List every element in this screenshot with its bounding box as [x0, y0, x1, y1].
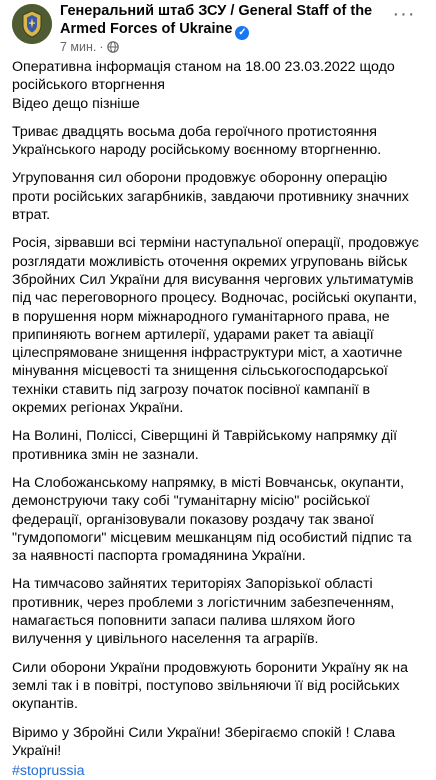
verified-badge-icon: ✓ — [235, 26, 249, 40]
meta-separator: · — [99, 40, 104, 54]
post-timestamp[interactable]: 7 мин. — [60, 40, 97, 54]
post-meta — [60, 39, 119, 57]
post-paragraph: Росія, зірвавши всі терміни наступальної операції, продовжує розглядати можливість оточення окремих угруповань військ Збройних Сил України для висування чергових ультиматумів під час переговорного процесу. Водночас, російські окупанти, в порушення норм міжнародного гуманітарного права, не припиняють вогнем артилерії, ударами ракет та авіації цілеспрямоване знищення інфраструктури міст, а хаотичне мінування місцевості та знищення сільськогосподарської техніки ставить під загрозу початок посівної кампанії в окремих регіонах України. — [12, 235, 419, 417]
post-paragraph: Сили оборони України продовжують боронити Україну як на землі так і в повітрі, поступово звільняючи її від російських окупантів. — [12, 659, 408, 713]
post-paragraph: На тимчасово зайнятих територіях Запорізької області противник, через проблеми з логістичним забезпеченням, намагається поповнити запаси палива шляхом його вилучення у цивільного населення та аграріїв. — [12, 576, 395, 648]
post-paragraph: На Слобожанському напрямку, в місті Вовчанськ, окупанти, демонструючи таку собі "гуманітарну місію" російської федерації, організовували показову роздачу так званої "гумдопомоги" місцевим мешканцям під особистий підпис та за наявності паспорта громадянина України. — [12, 474, 412, 565]
general-staff-emblem-icon — [12, 4, 52, 44]
post-paragraph: На Волині, Поліссі, Сіверщині й Таврійському напрямку дії противника змін не зазнали. — [12, 428, 398, 463]
post-paragraph: Триває двадцять восьма доба героїчного протистояння Українського народу російському воєнному вторгненню. — [12, 123, 382, 159]
post-body — [12, 58, 424, 780]
post-paragraph: Оперативна інформація станом на 18.00 23.03.2022 щодо російського вторгнення Відео дещо пізніше — [12, 59, 395, 112]
globe-icon[interactable] — [107, 41, 119, 57]
post-header — [12, 0, 424, 58]
post-paragraph: Віримо у Збройні Сили України! Зберігаємо спокій ! Слава Україні! — [12, 724, 396, 759]
more-options-icon[interactable]: ··· — [392, 3, 416, 25]
author-name-text[interactable]: Генеральний штаб ЗСУ / General Staff of the Armed Forces of Ukraine — [60, 3, 373, 37]
avatar[interactable] — [12, 4, 52, 44]
author-name[interactable] — [60, 2, 390, 40]
hashtag-link[interactable]: #stoprussia — [12, 763, 85, 780]
post-paragraph: Угруповання сил оборони продовжує оборонну операцію проти російських загарбників, завдаючи противнику значних втрат. — [12, 170, 409, 224]
